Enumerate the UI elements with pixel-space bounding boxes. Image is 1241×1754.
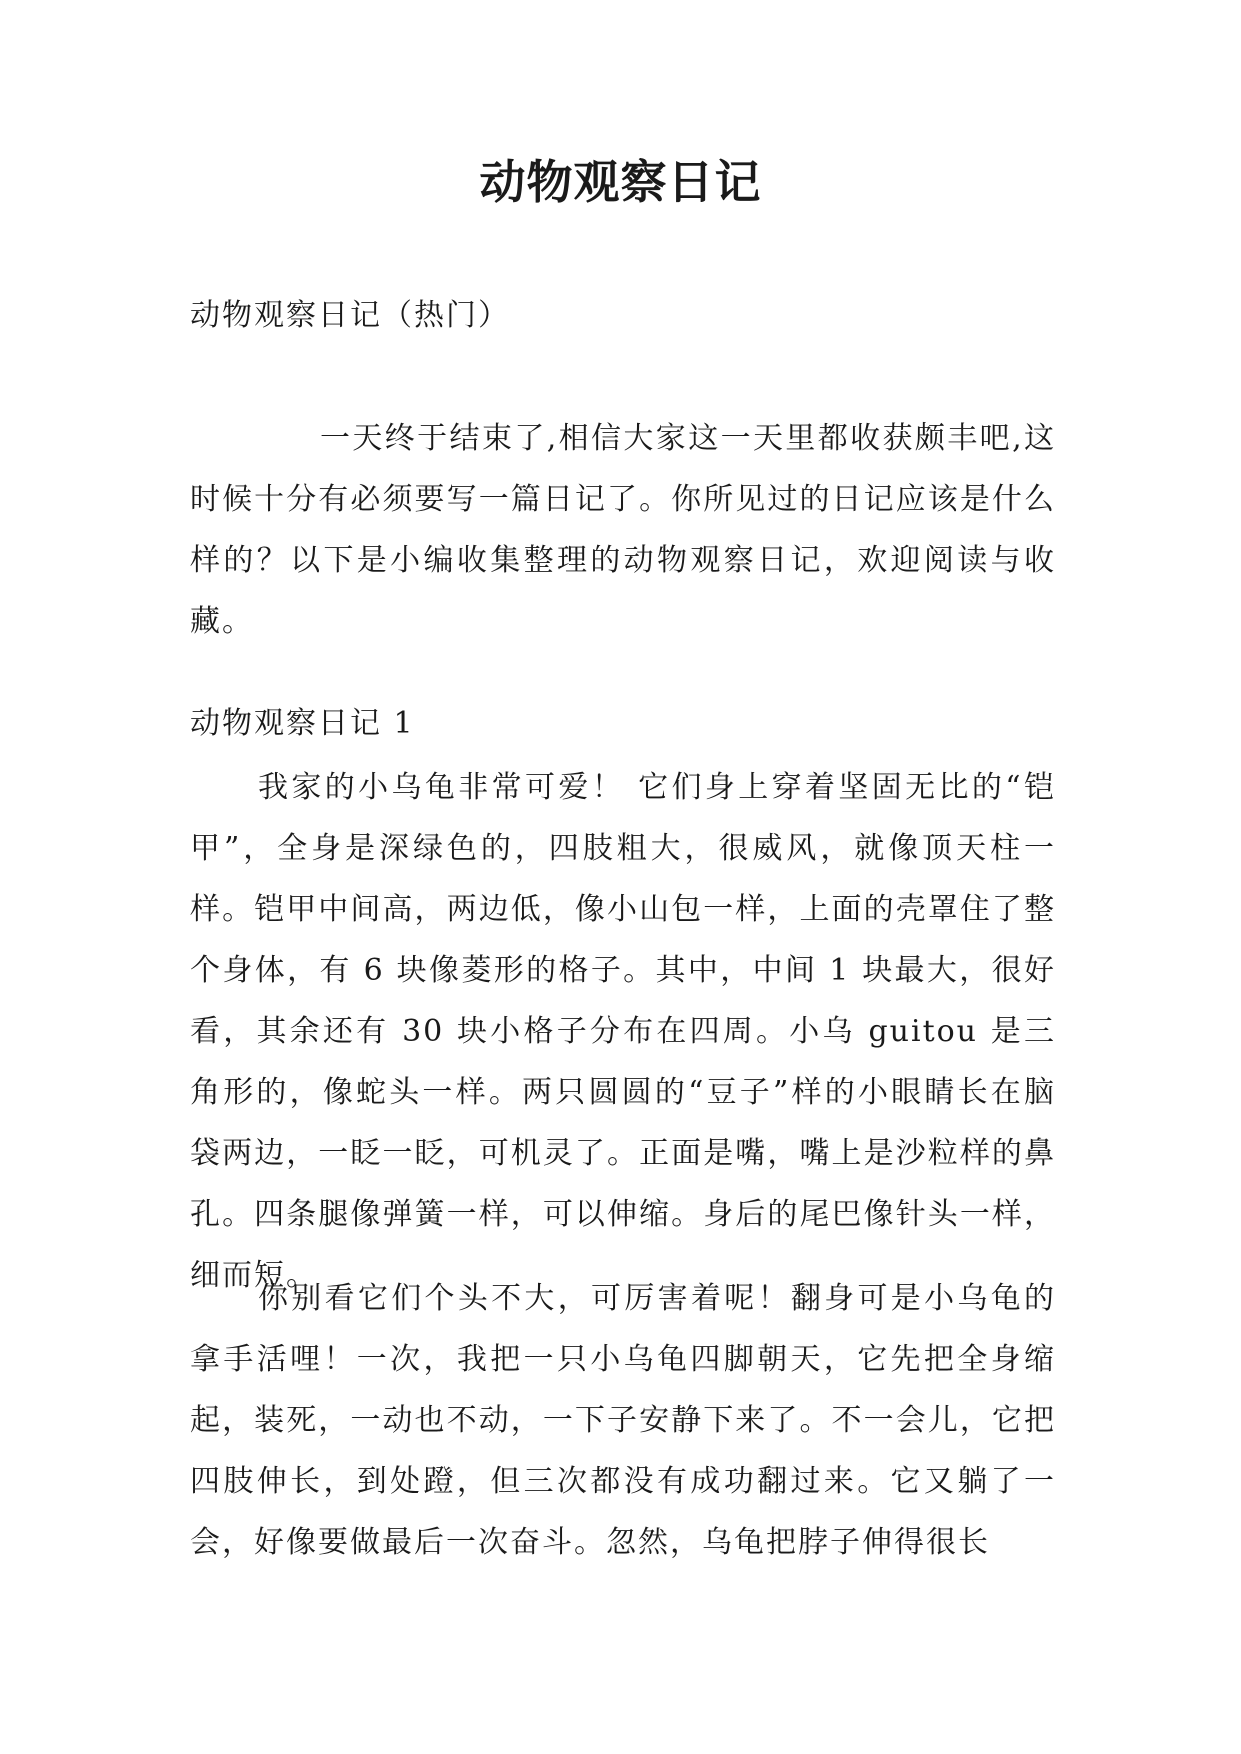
section-heading: 动物观察日记 1 — [190, 706, 415, 741]
body-paragraph: 你别看它们个头不大，可厉害着呢！翻身可是小乌龟的拿手活哩！一次，我把一只小乌龟四脚朝天，它先把全身缩起，装死，一动也不动，一下子安静下来了。不一会儿，它把四肢伸长，到处蹬，但三次都没有成功翻过来。它又躺了一会，好像要做最后一次奋斗。忽然，乌龟把脖子伸得很长 — [190, 1281, 1056, 1560]
body-paragraph: 我家的小乌龟非常可爱！ 它们身上穿着坚固无比的“铠甲”，全身是深绿色的，四肢粗大，很威风，就像顶天柱一样。铠甲中间高，两边低，像小山包一样，上面的壳罩住了整个身体，有 6 块像菱形的格子。其中，中间 1 块最大，很好看，其余还有 30 块小格子分布在四周。小乌 guitou 是三角形的，像蛇头一样。两只圆圆的“豆子”样的小眼睛长在脑袋两边，一眨一眨，可机灵了。正面是嘴，嘴上是沙粒样的鼻孔。四条腿像弹簧一样，可以伸缩。身后的尾巴像针头一样，细而短。 — [190, 770, 1056, 1293]
document-title: 动物观察日记 — [479, 155, 762, 209]
document-subtitle: 动物观察日记（热门） — [190, 298, 510, 333]
intro-paragraph: 一天终于结束了,相信大家这一天里都收获颇丰吧,这时候十分有必须要写一篇日记了。你所见过的日记应该是什么样的？以下是小编收集整理的动物观察日记，欢迎阅读与收藏。 — [190, 421, 1056, 639]
